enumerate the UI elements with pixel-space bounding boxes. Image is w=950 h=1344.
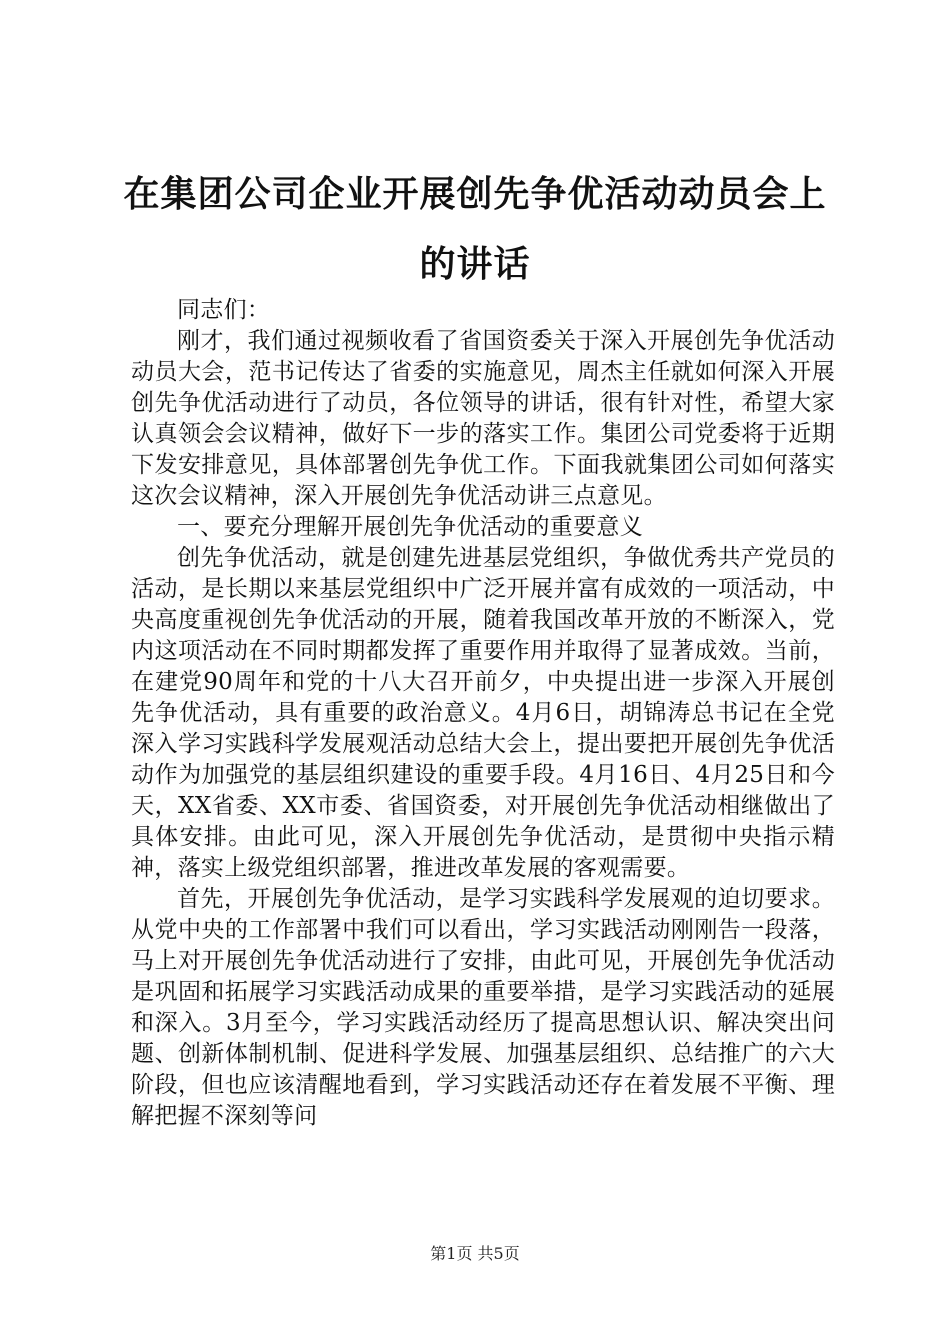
paragraph-first-point: 首先，开展创先争优活动，是学习实践科学发展观的迫切要求。从党中央的工作部署中我们可以看出，学习实践活动刚刚告一段落，马上对开展创先争优活动进行了安排，由此可见，开展创先争优活动是巩固和拓展学习实践活动成果的重要举措，是学习实践活动的延展和深入。3月至今，学习实践活动经历了提高思想认识、解决突出问题、创新体制机制、促进科学发展、加强基层组织、总结推广的六大阶段，但也应该清醒地看到，学习实践活动还存在着发展不平衡、理解把握不深刻等问 [131, 886, 835, 1129]
page-footer: 第1页 共5页 [430, 1244, 520, 1263]
salutation: 同志们： [177, 297, 271, 323]
paragraph-significance: 创先争优活动，就是创建先进基层党组织，争做优秀共产党员的活动，是长期以来基层党组织中广泛开展并富有成效的一项活动，中央高度重视创先争优活动的开展，随着我国改革开放的不断深入，党内这项活动在不同时期都发挥了重要作用并取得了显著成效。当前，在建党90周年和党的十八大召开前夕，中央提出进一步深入开展创先争优活动，具有重要的政治意义。4月6日，胡锦涛总书记在全党深入学习实践科学发展观活动总结大会上，提出要把开展创先争优活动作为加强党的基层组织建设的重要手段。4月16日、4月25日和今天，XX省委、XX市委、省国资委，对开展创先争优活动相继做出了具体安排。由此可见，深入开展创先争优活动，是贯彻中央指示精神，落实上级党组织部署，推进改革发展的客观需要。 [131, 545, 835, 881]
document-title: 在集团公司企业开展创先争优活动动员会上的讲话 [123, 174, 827, 285]
document-body [131, 295, 835, 1132]
paragraph-intro: 刚才，我们通过视频收看了省国资委关于深入开展创先争优活动动员大会，范书记传达了省委的实施意见，周杰主任就如何深入开展创先争优活动进行了动员，各位领导的讲话，很有针对性，希望大家认真领会会议精神，做好下一步的落实工作。集团公司党委将于近期下发安排意见，具体部署创先争优工作。下面我就集团公司如何落实这次会议精神，深入开展创先争优活动讲三点意见。 [131, 328, 835, 509]
section-heading-1: 一、要充分理解开展创先争优活动的重要意义 [177, 514, 643, 540]
